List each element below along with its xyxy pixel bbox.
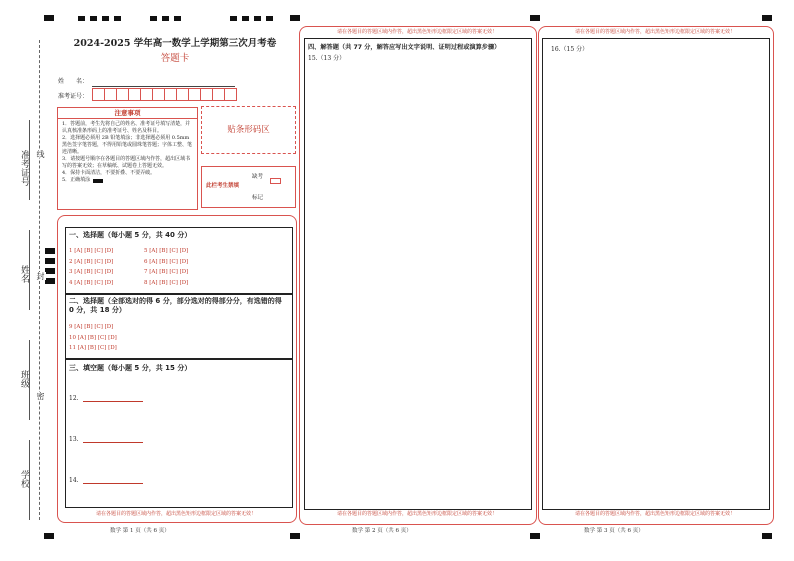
registration-mark xyxy=(290,15,300,21)
registration-mark xyxy=(90,16,97,21)
notice-item: 3．请按题号顺序在各题目的答题区域内作答，超出区域书写的答案无效；在草稿纸、试题卷上答题无效。 xyxy=(62,156,191,169)
registration-mark xyxy=(762,15,772,21)
margin-seal-char: 封 xyxy=(36,272,45,280)
margin-school-label: 学校 xyxy=(19,470,29,488)
margin-underline xyxy=(29,230,30,310)
section1-box xyxy=(65,227,293,295)
margin-ticket-label: 准考证号 xyxy=(19,150,29,186)
barcode-area xyxy=(201,106,296,154)
choice-row[interactable]: 10 [A] [B] [C] [D] xyxy=(69,334,117,341)
fill-blank-12[interactable]: 12. xyxy=(69,395,143,402)
registration-mark xyxy=(530,533,540,539)
registration-mark xyxy=(530,15,540,21)
margin-underline xyxy=(29,440,30,520)
filled-sample-icon xyxy=(93,179,103,183)
name-field[interactable] xyxy=(92,85,235,87)
page-footer-1: 数学 第 1 页（共 6 页） xyxy=(110,528,170,534)
choice-row[interactable]: 3 [A] [B] [C] [D] xyxy=(69,269,114,275)
answer-area-16[interactable] xyxy=(543,55,769,509)
ticket-number-boxes[interactable] xyxy=(92,88,237,101)
notice-box xyxy=(57,107,198,210)
absent-checkbox[interactable] xyxy=(270,178,281,184)
page-footer-3: 数学 第 3 页（共 6 页） xyxy=(584,528,644,534)
warning-page3-top: 请在各题目的答题区域内作答，超出黑色矩形边框限定区域的答案无效！ xyxy=(574,29,735,35)
registration-mark xyxy=(44,533,54,539)
registration-mark xyxy=(254,16,261,21)
section4-title: 四、解答题（共 77 分，解答应写出文字说明、证明过程或演算步骤） xyxy=(308,44,501,51)
barcode-label: 贴条形码区 xyxy=(227,125,270,135)
section4-box xyxy=(304,38,532,510)
notice-title: 注意事项 xyxy=(58,108,197,119)
registration-mark xyxy=(45,258,55,264)
registration-mark xyxy=(242,16,249,21)
section3-box xyxy=(65,358,293,508)
question-16-box xyxy=(542,38,770,510)
choice-row[interactable]: 11 [A] [B] [C] [D] xyxy=(69,345,117,351)
notice-item: 1．答题前，考生先将自己的姓名、准考证号填写清楚，并认真核准条形码上的准考证号、姓名及科目。 xyxy=(62,121,191,134)
ticket-label: 准考证号： xyxy=(58,93,89,100)
choice-row[interactable]: 1 [A] [B] [C] [D] xyxy=(69,248,114,254)
question-16-label: 16.（15 分） xyxy=(551,46,589,53)
choice-row[interactable]: 6 [A] [B] [C] [D] xyxy=(144,258,189,265)
section2-box xyxy=(65,293,293,360)
fill-blank-13[interactable]: 13. xyxy=(69,436,143,443)
binding-line xyxy=(39,40,40,520)
margin-underline xyxy=(29,120,30,200)
registration-mark xyxy=(290,533,300,539)
answer-area-15[interactable] xyxy=(305,63,531,509)
absent-box xyxy=(201,166,296,208)
name-label: 姓 名： xyxy=(58,78,89,85)
registration-mark xyxy=(114,16,121,21)
absent-label: 此栏考生禁填 xyxy=(206,183,240,189)
registration-mark xyxy=(266,16,273,21)
warning-page2-top: 请在各题目的答题区域内作答，超出黑色矩形边框限定区域的答案无效！ xyxy=(336,29,497,35)
choice-row[interactable]: 8 [A] [B] [C] [D] xyxy=(144,279,189,286)
warning-page3-bottom: 请在各题目的答题区域内作答，超出黑色矩形边框限定区域的答案无效！ xyxy=(574,511,735,517)
choice-row[interactable]: 2 [A] [B] [C] [D] xyxy=(69,258,114,265)
page-subtitle: 答题卡 xyxy=(160,53,190,64)
margin-class-label: 班级 xyxy=(19,370,29,388)
registration-mark xyxy=(102,16,109,21)
margin-seal-char: 线 xyxy=(36,150,45,158)
section3-title: 三、填空题（每小题 5 分，共 15 分） xyxy=(69,364,192,372)
registration-mark xyxy=(162,16,169,21)
choice-row[interactable]: 7 [A] [B] [C] [D] xyxy=(144,269,189,275)
page-title: 2024-2025 学年高一数学上学期第三次月考卷 xyxy=(73,38,277,49)
registration-mark xyxy=(762,533,772,539)
registration-mark xyxy=(150,16,157,21)
margin-name-label: 姓名 xyxy=(19,265,29,283)
margin-underline xyxy=(29,340,30,420)
question-15-label: 15.（13 分） xyxy=(308,55,346,62)
notice-item: 4．保持卡面清洁，不要折叠、不要弄破。 xyxy=(62,170,156,176)
margin-seal-char: 密 xyxy=(36,392,45,400)
absent-mark-bottom: 标记 xyxy=(252,195,264,201)
notice-item: 2．选择题必须用 2B 铅笔填涂；非选择题必须用 0.5mm 黑色签字笔答题，不得用铅笔或圆珠笔答题；字体工整、笔迹清晰。 xyxy=(62,135,193,155)
registration-mark xyxy=(44,15,54,21)
notice-item: 5．正确填涂 xyxy=(62,177,91,183)
registration-mark xyxy=(45,268,55,274)
fill-blank-14[interactable]: 14. xyxy=(69,477,143,484)
registration-mark xyxy=(45,248,55,254)
warning-page2-bottom: 请在各题目的答题区域内作答，超出黑色矩形边框限定区域的答案无效！ xyxy=(336,511,497,517)
section2-title: 二、选择题（全部选对的得 6 分，部分选对的得部分分，有选错的得 0 分，共 18 分） xyxy=(69,297,282,314)
registration-mark xyxy=(174,16,181,21)
choice-row[interactable]: 4 [A] [B] [C] [D] xyxy=(69,279,114,286)
registration-mark xyxy=(230,16,237,21)
warning-page1-bottom: 请在各题目的答题区域内作答，超出黑色矩形边框限定区域的答案无效！ xyxy=(95,511,256,517)
registration-mark xyxy=(45,278,55,284)
registration-mark xyxy=(78,16,85,21)
page-footer-2: 数学 第 2 页（共 6 页） xyxy=(352,528,412,534)
absent-mark-top: 缺考 xyxy=(252,174,264,180)
choice-row[interactable]: 5 [A] [B] [C] [D] xyxy=(144,248,189,254)
choice-row[interactable]: 9 [A] [B] [C] [D] xyxy=(69,324,114,330)
section1-title: 一、选择题（每小题 5 分，共 40 分） xyxy=(69,231,192,239)
